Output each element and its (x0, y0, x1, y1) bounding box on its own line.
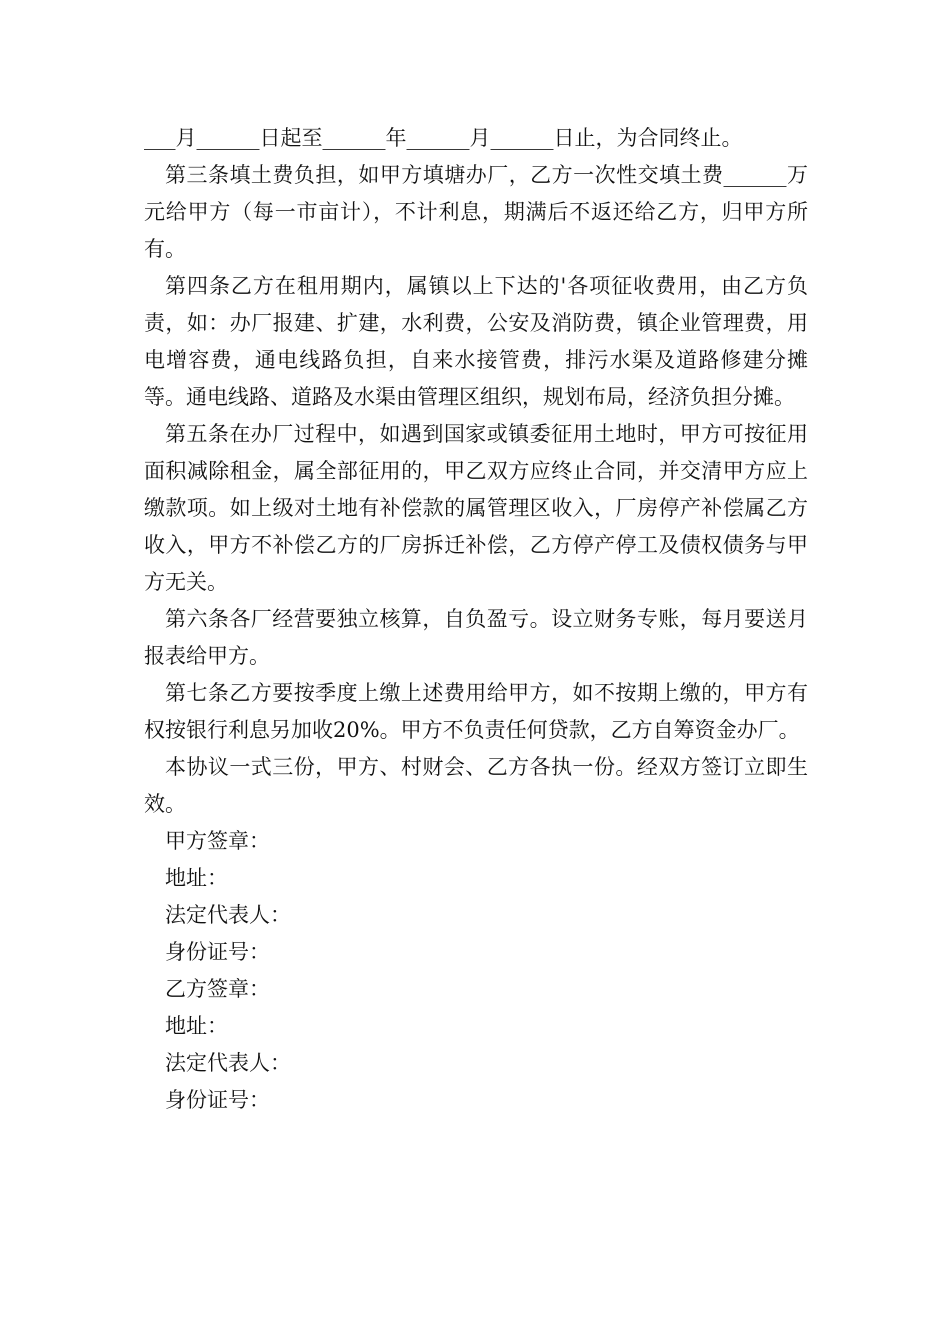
party-b-representative-label: 法定代表人： (165, 1051, 291, 1075)
paragraph-term-end: ___月______日起至______年______月______日止，为合同终止。 (144, 126, 743, 150)
document-page (144, 120, 808, 1119)
party-a-id-label: 身份证号： (165, 940, 270, 964)
party-b-id-label: 身份证号： (165, 1088, 270, 1112)
paragraph-article-3: 第三条填土费负担，如甲方填塘办厂，乙方一次性交填土费______万元给甲方（每一市亩计），不计利息，期满后不返还给乙方，归甲方所有。 (144, 163, 808, 261)
party-a-address-label: 地址： (165, 866, 228, 890)
paragraph-article-5: 第五条在办厂过程中，如遇到国家或镇委征用土地时，甲方可按征用面积减除租金，属全部征用的，甲乙双方应终止合同，并交清甲方应上缴款项。如上级对土地有补偿款的属管理区收入，厂房停产补偿属乙方收入，甲方不补偿乙方的厂房拆迁补偿，乙方停产停工及债权债务与甲方无关。 (144, 422, 808, 594)
paragraph-article-7: 第七条乙方要按季度上缴上述费用给甲方，如不按期上缴的，甲方有权按银行利息另加收20%。甲方不负责任何贷款，乙方自筹资金办厂。 (144, 681, 808, 742)
signature-block (144, 823, 808, 1119)
party-a-seal-label: 甲方签章： (165, 829, 270, 853)
party-b-address-label: 地址： (165, 1014, 228, 1038)
paragraph-article-4: 第四条乙方在租用期内，属镇以上下达的'各项征收费用，由乙方负责，如：办厂报建、扩建，水利费，公安及消防费，镇企业管理费，用电增容费，通电线路负担，自来水接管费，排污水渠及道路修建分摊等。通电线路、道路及水渠由管理区组织，规划布局，经济负担分摊。 (144, 274, 808, 409)
paragraph-copies: 本协议一式三份，甲方、村财会、乙方各执一份。经双方签订立即生效。 (144, 755, 808, 816)
paragraph-article-6: 第六条各厂经营要独立核算，自负盈亏。设立财务专账，每月要送月报表给甲方。 (144, 607, 808, 668)
party-b-seal-label: 乙方签章： (165, 977, 270, 1001)
party-a-representative-label: 法定代表人： (165, 903, 291, 927)
